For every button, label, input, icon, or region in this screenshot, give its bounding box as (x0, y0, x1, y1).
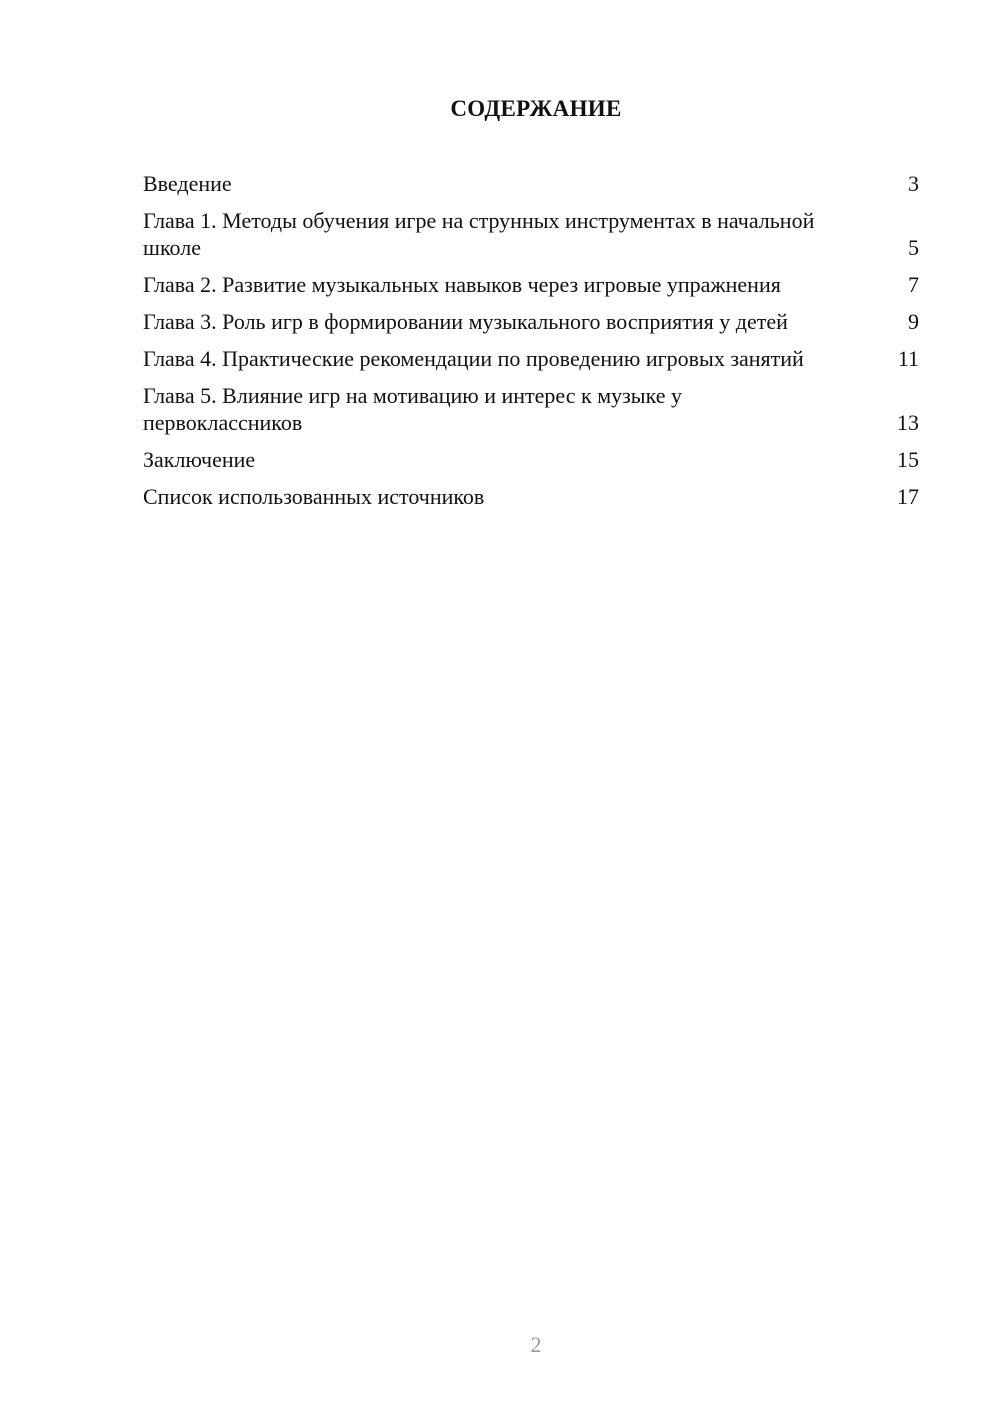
toc-entry-page: 7 (908, 272, 919, 297)
table-of-contents (143, 170, 919, 520)
toc-entry-chapter-4[interactable] (143, 345, 919, 372)
toc-entry-page: 5 (908, 235, 919, 260)
toc-entry-title: Глава 4. Практические рекомендации по проведению игровых занятий (143, 346, 804, 371)
toc-entry-chapter-3[interactable] (143, 308, 919, 335)
toc-entry-title: Список использованных источников (143, 484, 485, 509)
toc-entry-title: Глава 1. Методы обучения игре на струнных инструментах в начальной школе (143, 208, 815, 260)
toc-entry-title: Введение (143, 171, 232, 196)
toc-entry-title: Глава 2. Развитие музыкальных навыков через игровые упражнения (143, 272, 781, 297)
page-title: СОДЕРЖАНИЕ (450, 96, 622, 121)
toc-entry-title: Заключение (143, 447, 256, 472)
toc-entry-chapter-1[interactable] (143, 207, 919, 261)
toc-entry-page: 17 (897, 484, 919, 509)
toc-entry-title: Глава 3. Роль игр в формировании музыкального восприятия у детей (143, 309, 788, 334)
toc-entry-page: 15 (897, 447, 919, 472)
toc-entry-page: 3 (908, 171, 919, 196)
toc-entry-chapter-5[interactable] (143, 382, 919, 436)
toc-entry-references[interactable] (143, 483, 919, 510)
toc-entry-page: 13 (897, 410, 919, 435)
toc-entry-chapter-2[interactable] (143, 271, 919, 298)
page-number: 2 (530, 1332, 542, 1357)
toc-entry-introduction[interactable] (143, 170, 919, 197)
toc-entry-page: 9 (908, 309, 919, 334)
toc-entry-page: 11 (897, 346, 919, 371)
toc-entry-title: Глава 5. Влияние игр на мотивацию и интерес к музыке у первоклассников (143, 383, 682, 435)
toc-entry-conclusion[interactable] (143, 446, 919, 473)
